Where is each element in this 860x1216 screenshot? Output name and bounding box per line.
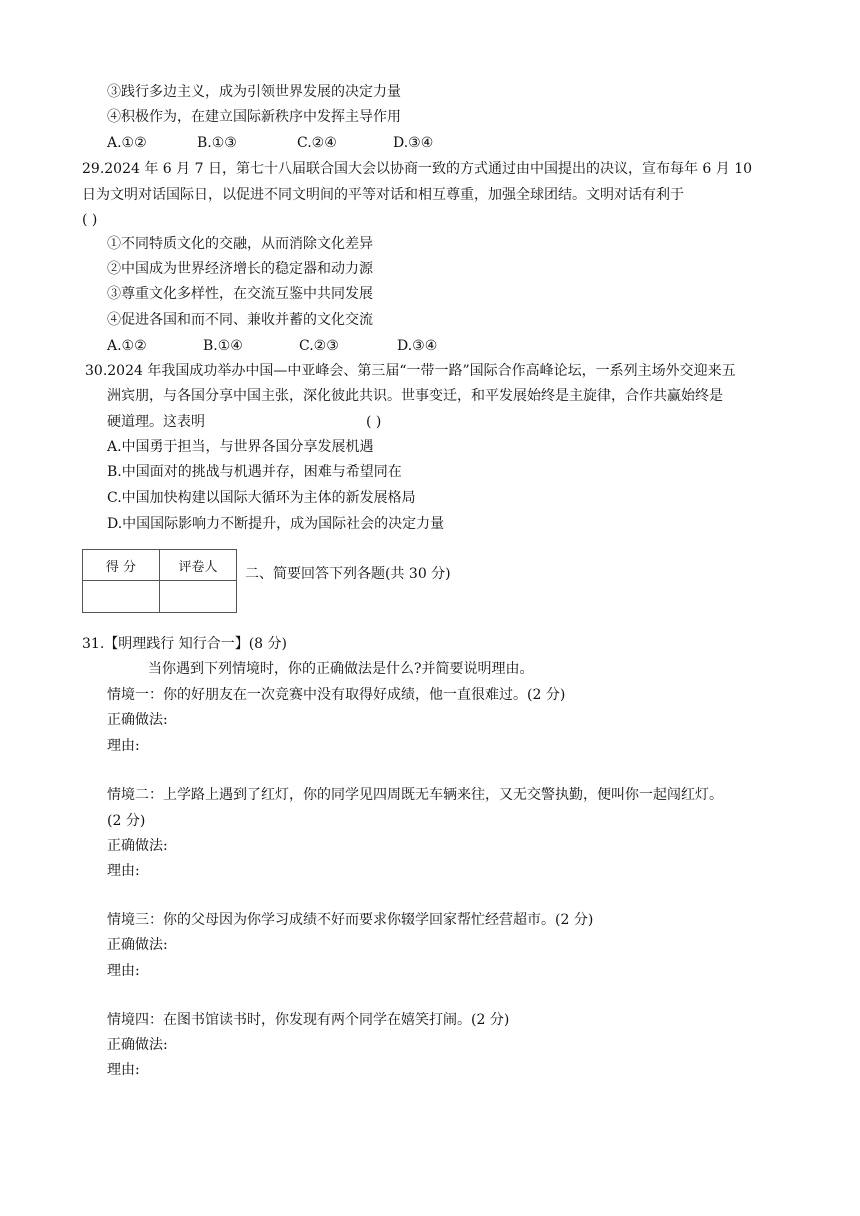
scenario-1: 情境一：你的好朋友在一次竞赛中没有取得好成绩，他一直很难过。(2 分) (107, 687, 566, 703)
q28-option-b: B.①③ (197, 135, 237, 151)
q29-item-4: ④促进各国和而不同、兼收并蓄的文化交流 (107, 312, 373, 328)
q29-options (107, 336, 437, 356)
grader-cell[interactable] (160, 581, 237, 613)
scenario-3: 情境三：你的父母因为你学习成绩不好而要求你辍学回家帮忙经营超市。(2 分) (107, 912, 594, 928)
q31-intro: 当你遇到下列情境时，你的正确做法是什么?并简要说明理由。 (148, 661, 534, 677)
q30-option-d: D.中国国际影响力不断提升，成为国际社会的决定力量 (107, 516, 445, 532)
scenario-2-answer-label: 正确做法: (107, 838, 168, 854)
section-2-heading: 二、简要回答下列各题(共 30 分) (245, 566, 451, 582)
q28-option-c: C.②④ (297, 135, 337, 151)
q28-item-3: ③践行多边主义，成为引领世界发展的决定力量 (107, 84, 401, 100)
scenario-3-answer-label: 正确做法: (107, 937, 168, 953)
q29-option-a: A.①② (107, 338, 147, 354)
q29-item-1: ①不同特质文化的交融，从而消除文化差异 (107, 236, 373, 252)
scenario-2-line-2: (2 分) (107, 813, 146, 829)
q30-option-a: A.中国勇于担当，与世界各国分享发展机遇 (107, 439, 374, 455)
q30-stem-line-3: 硬道理。这表明 (107, 414, 205, 430)
q28-option-a: A.①② (107, 135, 147, 151)
q28-options (107, 133, 433, 153)
scenario-4-answer-label: 正确做法: (107, 1037, 168, 1053)
q30-option-b: B.中国面对的挑战与机遇并存，困难与希望同在 (107, 464, 402, 480)
q30-option-c: C.中国加快构建以国际大循环为主体的新发展格局 (107, 490, 416, 506)
q30-answer-bracket: ( ) (366, 414, 382, 430)
score-table (82, 549, 237, 613)
q29-stem-line-1: 29.2024 年 6 月 7 日，第七十八届联合国大会以协商一致的方式通过由中国提出的决议，宣布每年 6 月 10 (82, 161, 753, 177)
scenario-3-reason-label: 理由: (107, 963, 140, 979)
q29-item-3: ③尊重文化多样性，在交流互鉴中共同发展 (107, 286, 373, 302)
scenario-1-answer-label: 正确做法: (107, 712, 168, 728)
q29-item-2: ②中国成为世界经济增长的稳定器和动力源 (107, 261, 373, 277)
grader-header: 评卷人 (160, 550, 237, 581)
score-header: 得 分 (83, 550, 160, 581)
q29-answer-bracket: ( ) (82, 212, 98, 228)
scenario-4-reason-label: 理由: (107, 1062, 140, 1078)
q31-title: 31.【明理践行 知行合一】(8 分) (82, 636, 287, 652)
scenario-2-line-1: 情境二：上学路上遇到了红灯，你的同学见四周既无车辆来往，又无交警执勤，便叫你一起闯红灯。 (107, 787, 723, 803)
q30-stem-line-2: 洲宾朋，与各国分享中国主张，深化彼此共识。世事变迁，和平发展始终是主旋律，合作共赢始终是 (107, 388, 723, 404)
q29-option-b: B.①④ (203, 338, 243, 354)
q29-option-d: D.③④ (397, 338, 438, 354)
q28-item-4: ④积极作为，在建立国际新秩序中发挥主导作用 (107, 109, 401, 125)
q29-stem-line-2: 日为文明对话国际日，以促进不同文明间的平等对话和相互尊重，加强全球团结。文明对话有利于 (82, 187, 684, 203)
scenario-2-reason-label: 理由: (107, 863, 140, 879)
scenario-1-reason-label: 理由: (107, 738, 140, 754)
score-cell[interactable] (83, 581, 160, 613)
q29-option-c: C.②③ (299, 338, 339, 354)
scenario-4: 情境四：在图书馆读书时，你发现有两个同学在嬉笑打闹。(2 分) (107, 1012, 510, 1028)
q28-option-d: D.③④ (393, 135, 434, 151)
q30-stem-line-1: 30.2024 年我国成功举办中国—中亚峰会、第三届“一带一路”国际合作高峰论坛，一系列主场外交迎来五 (85, 363, 736, 379)
